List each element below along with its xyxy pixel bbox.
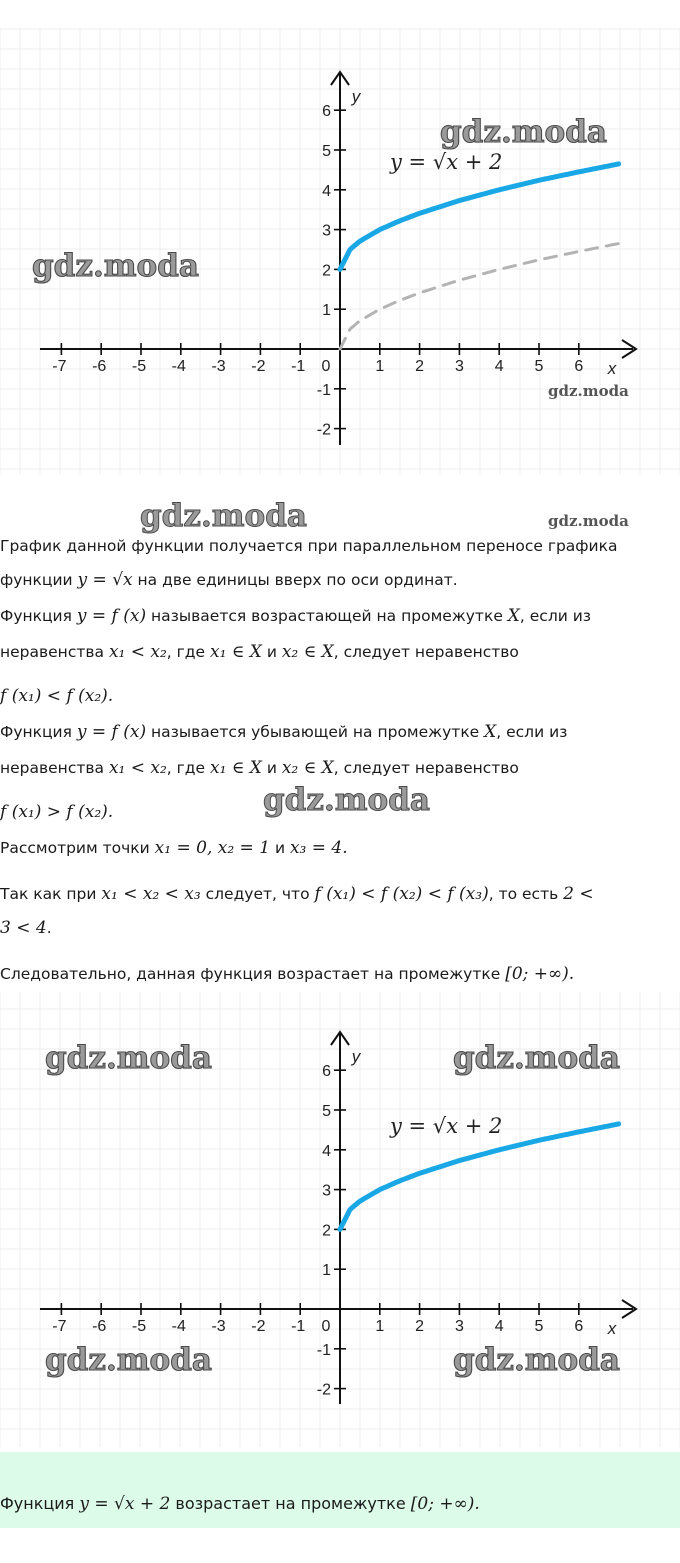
text-line-1	[0, 536, 618, 556]
math-l12: [0; +∞).	[505, 964, 575, 984]
text-l7b: , где	[166, 759, 210, 777]
chart-2-svg	[0, 992, 680, 1447]
x-tick-label: -3	[211, 1318, 226, 1335]
math-l3: y = f (x)	[76, 606, 147, 626]
x-tick-label: 2	[415, 358, 425, 375]
answer-math: y = √x + 2	[79, 1494, 171, 1514]
math-l6: y = f (x)	[76, 722, 147, 742]
math-l2: y = √x	[77, 570, 133, 590]
x-tick-label: -4	[171, 358, 186, 375]
x-tick-label: 6	[574, 1318, 584, 1335]
text-l2a: функции	[0, 571, 78, 589]
watermark: gdz.moda	[140, 498, 307, 534]
answer-math-2: [0; +∞).	[410, 1494, 480, 1514]
text-l10a: Так как при	[0, 885, 102, 903]
math-l9: x₁ = 0, x₂ = 1	[154, 838, 271, 858]
series-line	[340, 1124, 619, 1230]
text-line-4	[0, 642, 519, 662]
x-tick-label: -1	[291, 1318, 306, 1335]
text-l9a: Рассмотрим точки	[0, 839, 155, 857]
x-tick-label: 4	[494, 358, 504, 375]
text-l7a: неравенства	[0, 759, 109, 777]
math-l4-2: x₁ ∈ X	[209, 642, 262, 662]
text-line-7	[0, 758, 519, 778]
y-tick-label: 2	[322, 262, 331, 280]
graph-1	[0, 0, 680, 495]
x-tick-label: -5	[131, 358, 147, 375]
watermark: gdz.moda	[548, 512, 629, 530]
x-tick-label: 3	[454, 1318, 464, 1335]
watermark: gdz.moda	[548, 382, 629, 400]
text-l12a: Следовательно, данная функция возрастает на промежутке	[0, 965, 506, 983]
answer-box	[0, 1452, 680, 1528]
text-l9b: и	[270, 839, 290, 857]
math-l5: f (x₁) < f (x₂).	[0, 686, 114, 706]
x-tick-label: 2	[415, 1318, 425, 1335]
y-tick-label: -2	[316, 421, 331, 439]
x-tick-label: 3	[454, 358, 464, 375]
x-axis-label: x	[607, 359, 617, 378]
text-l4d: , следует неравенство	[333, 643, 519, 661]
x-tick-label: -1	[291, 358, 306, 375]
y-tick-label: 5	[322, 1103, 331, 1120]
x-tick-label: -6	[92, 1318, 107, 1335]
x-axis-label: x	[607, 1319, 617, 1338]
y-tick-label: 3	[322, 222, 331, 240]
x-tick-label: -4	[171, 1318, 186, 1335]
math-l8: f (x₁) > f (x₂).	[0, 802, 114, 822]
x-tick-label: 5	[534, 1318, 544, 1335]
math-l9-2: x₃ = 4.	[289, 838, 348, 858]
answer-text-b: возрастает на промежутке	[170, 1494, 411, 1513]
text-l4a: неравенства	[0, 643, 109, 661]
math-l3-2: X	[507, 606, 520, 626]
text-l3b: называется возрастающей на промежутке	[146, 607, 508, 625]
text-line-5	[0, 686, 113, 706]
text-line-2	[0, 570, 458, 590]
y-tick-label: 6	[322, 103, 331, 121]
series-line	[340, 164, 619, 270]
math-l7-3: x₂ ∈ X	[281, 758, 334, 778]
chart-annotation: y = √x + 2	[390, 1114, 503, 1138]
text-line-3	[0, 606, 591, 626]
graph-2	[0, 992, 680, 1447]
x-tick-label: 4	[494, 1318, 504, 1335]
watermark: gdz.moda	[45, 1040, 212, 1076]
math-l4: x₁ < x₂	[108, 642, 167, 662]
text-line-6	[0, 722, 567, 742]
watermark: gdz.moda	[45, 1342, 212, 1378]
x-tick-label: 6	[574, 358, 584, 375]
origin-label: 0	[321, 1318, 331, 1335]
y-tick-label: 1	[322, 1262, 331, 1280]
watermark: gdz.moda	[32, 248, 199, 284]
x-tick-label: -2	[251, 1318, 266, 1335]
text-l2b: на две единицы вверх по оси ординат.	[132, 571, 458, 589]
y-tick-label: 1	[322, 302, 331, 320]
text-l3c: , если из	[519, 607, 592, 625]
watermark: gdz.moda	[440, 114, 607, 150]
x-tick-label: -5	[131, 1318, 147, 1335]
text-l11b: .	[46, 919, 52, 937]
text-l7d: , следует неравенство	[333, 759, 519, 777]
x-tick-label: -6	[92, 358, 107, 375]
watermark: gdz.moda	[263, 782, 430, 818]
x-tick-label: -2	[251, 358, 266, 375]
text-l10b: следует, что	[200, 885, 315, 903]
x-tick-label: -7	[52, 358, 67, 375]
y-tick-label: 2	[322, 1222, 331, 1240]
y-tick-label: -1	[316, 1341, 331, 1359]
text-l10c: , то есть	[488, 885, 564, 903]
origin-label: 0	[321, 358, 331, 375]
text-l7c: и	[261, 759, 282, 777]
math-l7: x₁ < x₂	[108, 758, 167, 778]
text-line-8	[0, 802, 113, 822]
y-tick-label: 4	[322, 182, 331, 200]
answer-line	[0, 1494, 480, 1514]
text-l3a: Функция	[0, 607, 77, 625]
y-tick-label: 6	[322, 1063, 331, 1081]
math-l10-2: f (x₁) < f (x₂) < f (x₃)	[314, 884, 489, 904]
text-l4b: , где	[166, 643, 210, 661]
x-tick-label: 1	[375, 1318, 385, 1335]
math-l11: 3 < 4	[0, 918, 47, 938]
answer-text-a: Функция	[0, 1494, 80, 1513]
text-l6a: Функция	[0, 723, 77, 741]
series-line	[340, 244, 619, 350]
y-tick-label: 3	[322, 1182, 331, 1200]
math-l6-2: X	[484, 722, 497, 742]
y-tick-label: -1	[316, 381, 331, 399]
watermark: gdz.moda	[453, 1342, 620, 1378]
text-l6b: называется убывающей на промежутке	[146, 723, 485, 741]
text-l6c: , если из	[496, 723, 568, 741]
math-l7-2: x₁ ∈ X	[209, 758, 262, 778]
math-l10: x₁ < x₂ < x₃	[101, 884, 201, 904]
math-l4-3: x₂ ∈ X	[281, 642, 334, 662]
y-tick-label: 5	[322, 143, 331, 160]
x-tick-label: -7	[52, 1318, 67, 1335]
chart-1-svg	[0, 0, 680, 495]
y-tick-label: 4	[322, 1142, 331, 1160]
text-line-10	[0, 884, 594, 904]
chart-annotation: y = √x + 2	[390, 150, 503, 174]
x-tick-label: -3	[211, 358, 226, 375]
y-tick-label: -2	[316, 1381, 331, 1399]
text-l1: График данной функции получается при параллельном переносе графика	[0, 537, 618, 555]
text-l4c: и	[261, 643, 282, 661]
x-tick-label: 5	[534, 358, 544, 375]
text-line-9	[0, 838, 348, 858]
math-l10-3: 2 <	[563, 884, 594, 904]
watermark: gdz.moda	[453, 1040, 620, 1076]
y-axis-label: y	[351, 1047, 361, 1066]
y-axis-label: y	[351, 87, 361, 106]
text-line-11	[0, 918, 52, 938]
x-tick-label: 1	[375, 358, 385, 375]
text-line-12	[0, 964, 574, 984]
